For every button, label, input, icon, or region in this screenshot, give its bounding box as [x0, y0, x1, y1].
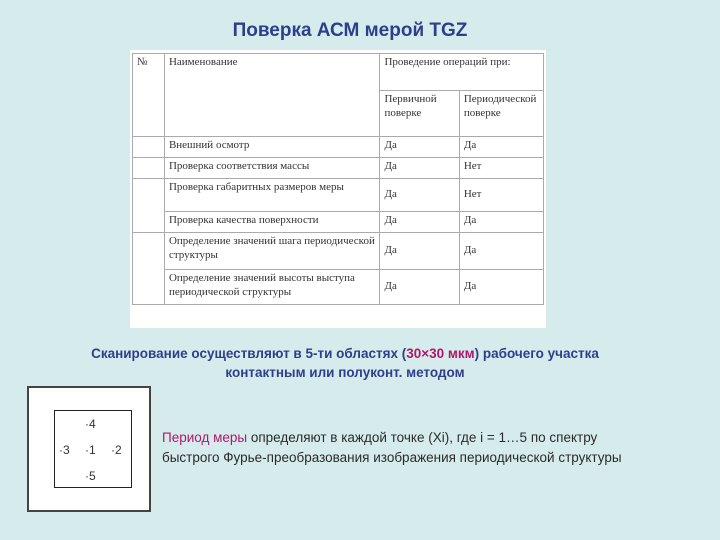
- scan-point-1: ·1: [85, 443, 96, 457]
- description-line1: определяют в каждой точке (Xi), где i = 1…5 по спектру: [247, 430, 598, 445]
- table-row: [133, 137, 544, 158]
- table-row: [133, 270, 544, 305]
- row-primary: Да: [380, 270, 459, 305]
- header-name: Наименование: [164, 54, 379, 137]
- table-row: [133, 158, 544, 179]
- scan-point-5: ·5: [85, 469, 96, 483]
- table-header-row: [133, 54, 544, 91]
- row-name: Проверка габаритных размеров меры: [164, 179, 379, 212]
- row-primary: Да: [380, 233, 459, 270]
- scan-area-square: [54, 410, 132, 488]
- row-name: Внешний осмотр: [164, 137, 379, 158]
- row-name: Определение значений шага периодической структуры: [164, 233, 379, 270]
- scanning-caption: [0, 345, 690, 383]
- description-highlight: Период меры: [162, 430, 248, 445]
- caption-text-end: ) рабочего участка: [474, 346, 599, 361]
- period-description: [162, 428, 712, 467]
- scan-points-figure: [27, 386, 151, 512]
- header-operations: Проведение операций при:: [380, 54, 544, 91]
- row-periodic: Да: [459, 270, 543, 305]
- header-periodic: Периодической поверке: [459, 91, 543, 137]
- row-periodic: Нет: [459, 158, 543, 179]
- row-primary: Да: [380, 179, 459, 212]
- description-line2: быстрого Фурье-преобразования изображения периодической структуры: [162, 449, 622, 465]
- scan-point-4: ·4: [85, 417, 96, 431]
- row-periodic: Да: [459, 137, 543, 158]
- slide-title: Поверка АСМ мерой TGZ: [232, 20, 468, 41]
- verification-table-image: [130, 50, 546, 328]
- row-primary: Да: [380, 212, 459, 233]
- table-row: [133, 179, 544, 212]
- scan-point-2: ·2: [111, 443, 122, 457]
- row-primary: Да: [380, 158, 459, 179]
- verification-table: [132, 53, 544, 305]
- row-periodic: Да: [459, 212, 543, 233]
- row-name: Проверка соответствия массы: [164, 158, 379, 179]
- row-name: Определение значений высоты выступа периодической структуры: [164, 270, 379, 305]
- caption-text-start: Сканирование осуществляют в 5-ти областях (: [91, 346, 407, 361]
- table-row: [133, 233, 544, 270]
- caption-area-size: 30×30 мкм: [406, 346, 475, 361]
- caption-method: контактным или полуконт. методом: [225, 364, 465, 380]
- table-row: [133, 212, 544, 233]
- header-number: №: [133, 54, 165, 137]
- scan-point-3: ·3: [59, 443, 70, 457]
- row-name: Проверка качества поверхности: [164, 212, 379, 233]
- header-primary: Первичной поверке: [380, 91, 459, 137]
- row-periodic: Нет: [459, 179, 543, 212]
- row-primary: Да: [380, 137, 459, 158]
- row-periodic: Да: [459, 233, 543, 270]
